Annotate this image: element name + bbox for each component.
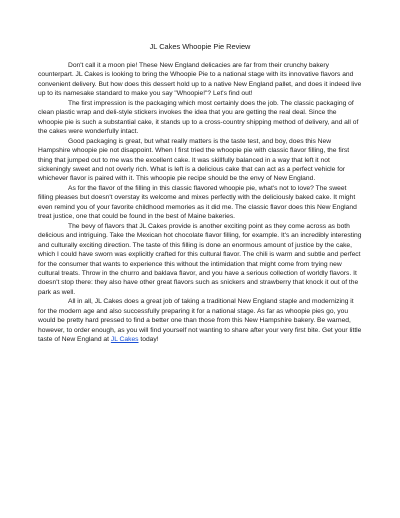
paragraph-2: The first impression is the packaging which most certainly does the job. The classic packaging of clean plastic wrap and deli-style stickers invokes the idea that you are getting the real deal. Since the whoopie pie is such a substantial cake, it stands up to a cross-country shipping method of delivery, and all of the cakes were wonderfully intact. (38, 99, 359, 136)
paragraph-3: Good packaging is great, but what really matters is the taste test, and boy, does this New Hampshire whoopie pie not disappoint. When I first tried the whoopie pie with classic flavor filling, the first thing that jumped out to me was the excellent cake. It was skillfully balanced in a way that left it not sickeningly sweet and not overly rich. What is left is a delicious cake that can act as a perfect vehicle for whichever flavor is paired with it. This whoopie pie recipe should be the envy of New England. (38, 137, 350, 183)
paragraph-6-text: All in all, JL Cakes does a great job of taking a traditional New England staple and modernizing it for the modern age and also successfully preparing it for a national stage. As far as whoopie pies go, you would be pretty hard pressed to find a better one than those from this New Hampshire bakery. Be warned, however, to order enough, as you will find yourself not wanting to share after your very first bite. Get your little taste of New England at (38, 298, 362, 344)
paragraph-4: As for the flavor of the filling in this classic flavored whoopie pie, what's not to love? The sweet filling pleases but doesn't overstay its welcome and mixes perfectly with the deliciously baked cake. It might even remind you of your favorite childhood memories as it did me. The classic flavor does this New England treat justice, one that could be found in the best of Maine bakeries. (38, 184, 357, 221)
jl-cakes-link[interactable]: JL Cakes (110, 336, 139, 344)
document-title: JL Cakes Whoopie Pie Review (149, 42, 251, 51)
document-body (38, 61, 362, 345)
paragraph-6-end: today! (138, 336, 159, 344)
paragraph-1: Don't call it a moon pie! These New England delicacies are far from their crunchy bakery counterpart. JL Cakes is looking to bring the Whoopie Pie to a national stage with its innovative flavors and convenient delivery. But how does this dessert hold up to a native New England pallet, and does it indeed live up to its namesake standard to make you say "Whoopie!"? Let's find out! (38, 62, 362, 98)
paragraph-6 (38, 297, 362, 344)
paragraph-5: The bevy of flavors that JL Cakes provide is another exciting point as they come across as both delicious and intriguing. Take the Mexican hot chocolate flavor filling, for example. It's an incredibly interesting and culturally exciting direction. The taste of this filling is done an enormous amount of justice by the cake, which I could have sworn was explicitly crafted for this cultural flavor. The chili is warm and subtle and perfect for the consumer that wants to experience this without the intimidation that might come from trying new cultural treats. Throw in the churro and baklava flavor, and you have a serious collection of worldly flavors. It doesn't stop there: they also have other great flavors such as snickers and strawberry that knock it out of the park as well. (38, 222, 362, 296)
